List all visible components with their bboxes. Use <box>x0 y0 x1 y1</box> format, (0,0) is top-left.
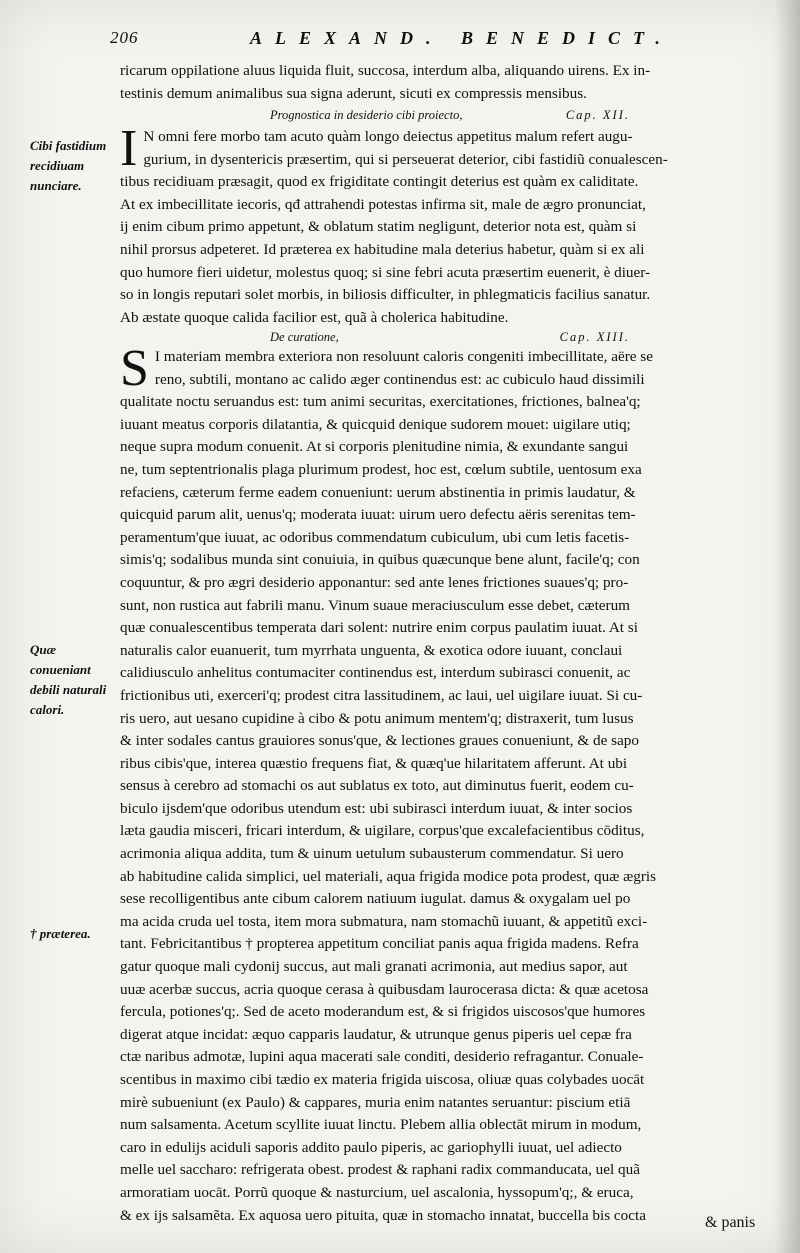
text-line: fercula, potiones'q;. Sed de aceto moderandum est, & si frigidos uiscosos'que humores <box>120 1003 646 1021</box>
text-line: N omni fere morbo tam acuto quàm longo deiectus appetitus malum refert augu- <box>143 128 633 145</box>
text-line: acrimonia aliqua addita, tum & uinum uetulum subausterum commendatur. Si uero <box>120 845 624 863</box>
text-line: gurium, in dysentericis præsertim, qui si perseuerat deterior, cibi fastidiũ conualescen- <box>143 150 668 168</box>
marginal-note-2: Quæ conueniant debili naturali calori. <box>30 642 107 717</box>
section-continuation <box>120 60 770 105</box>
text-lines <box>120 60 770 105</box>
text-line: I materiam membra exteriora non resoluunt caloris congeniti imbecillitate, aëre se <box>154 348 653 365</box>
text-line: num salsamenta. Acetum scyllite iuuat linctu. Plebem allia oblectāt mirum in modum, <box>120 1116 642 1134</box>
text-line: peramentum'que iuuat, ac odoribus commendatum cubiculum, ubi cum letis facetis- <box>120 528 630 546</box>
text-line: uuæ acerbæ succus, acria quoque cerasa à quibusdam laurocerasa dicta: & quæ acetosa <box>120 980 649 998</box>
text-line: quo humore fieri uidetur, molestus quoq; si sine febri acuta præsertim euenerit, è diuer- <box>120 263 651 281</box>
text-line: nihil prorsus adpeteret. Id præterea ex habitudine mala deterius habetur, quàm si ex ali <box>120 240 645 258</box>
chapter-number: Cap. XIII. <box>559 330 630 344</box>
text-line: caro in edulijs aciduli saporis addito paulo piperis, ac gariophylli iuuat, uel adiecto <box>120 1138 622 1156</box>
text-line: reno, subtili, montano ac calido æger continendus est: ac cubiculo haud dissimili <box>154 370 645 388</box>
text-line: melle uel saccharo: refrigerata obest. prodest & raphani radix commanducata, uel quã <box>120 1161 640 1179</box>
text-line: digerat atque incidat: æquo capparis laudatur, & utrunque genus piperis uel cepæ fra <box>120 1025 632 1043</box>
text-line: ris uero, aut uesano cupidine à cibo & potu animum mentem'q; distraxerit, tum lusus <box>120 709 634 727</box>
text-line: gatur quoque mali cydonij succus, aut mali granati acrimonia, aut medius sapor, aut <box>120 958 628 976</box>
text-line: quicquid parum alit, uenus'q; moderata iuuat: uirum uero defectu aëris serenitas tem- <box>120 506 636 524</box>
chapter-title: De curatione, <box>270 330 339 344</box>
text-line: ribus cibis'que, interea quæstio frequens fiat, & quæq'ue hilaritatem afferunt. At ubi <box>120 754 628 772</box>
text-line: so in longis reputari solet morbis, in biliosis difficulter, in phlegmaticis facilius sanatur. <box>120 286 651 304</box>
text-line: coquuntur, & pro ægri desiderio apponantur: sed ante lenes frictiones suaues'q; pro- <box>120 573 629 591</box>
text-line: ne, tum septentrionalis plaga plurimum prodest, hoc est, cœlum subtile, uentosum exa <box>120 460 642 478</box>
text-line: At ex imbecillitate iecoris, qđ attrahendi potestas infirma sit, male de ægro pronunciat, <box>120 195 646 213</box>
text-line: biculo ijsdem'que odoribus utendum est: ubi subirasci interdum iuuat, & inter socios <box>120 799 633 817</box>
text-line: qualitate noctu seruandus est: tum animi securitas, exercitationes, frictiones, balnea'q; <box>120 393 641 411</box>
text-line: mirè subueniunt (ex Paulo) & cappares, muria enim natantes seruantur: piscium etiā <box>120 1093 631 1111</box>
text-line: tibus recidiuam præsagit, quod ex frigiditate contingit deterius est quàm ex caliditate. <box>120 173 639 191</box>
text-line: ctæ naribus admotæ, lupini aqua macerati sale conditi, desiderio refragantur. Conuale- <box>120 1048 644 1066</box>
chapter-title: Prognostica in desiderio cibi proiecto, <box>270 108 463 122</box>
chapter-12-text <box>120 120 770 329</box>
chapter-number: Cap. XII. <box>565 108 630 122</box>
text-line: læta gaudia misceri, fricari interdum, & uigilare, corpus'que excalefacientibus cōditus, <box>120 822 645 840</box>
catchword: & panis <box>705 1214 756 1231</box>
text-line: & inter sodales cantus grauiores sonus'que, & lectiones graues conueniunt, & de sapo <box>120 732 639 750</box>
text-line: frictionibus uti, exerceri'q; prodest citra lassitudinem, ac laui, uel uigilare iuuat. Si cu- <box>120 686 643 704</box>
running-head: ALEXAND. BENEDICT. <box>250 28 673 48</box>
text-line: testinis demum animalibus sua signa aderunt, sicuti ex compressis mensibus. <box>120 84 587 102</box>
text-line: neque supra modum conuenit. At si corporis plenitudine nimia, & exundante sangui <box>120 438 629 456</box>
text-line: Ab æstate quoque calida facilior est, quã à cholerica habitudine. <box>120 308 509 326</box>
text-line: naturalis calor euanuerit, tum myrrhata unguenta, & exotica odore iuuant, conclaui <box>120 641 623 659</box>
text-line: iuuant meatus corporis dilatantia, & quicquid denique sudorem mouet: uigilare utiq; <box>120 415 631 433</box>
text-line: armoratiam uocāt. Porrũ quoque & nasturcium, uel ascalonia, hyssopum'q;, & eruca, <box>120 1183 634 1201</box>
text-line: ricarum oppilatione aluus liquida fluit, succosa, interdum alba, aliquando uirens. Ex in- <box>120 62 651 79</box>
drop-cap: S <box>120 340 149 397</box>
text-line: tant. Febricitantibus † propterea appetitum conciliat panis aqua frigida madens. Refra <box>120 935 639 953</box>
text-line: refaciens, cæterum ferme eadem conueniunt: uerum abstinentia in primis laudatur, & <box>120 483 636 501</box>
text-line: calidiusculo anhelitus contumaciter continendus est, interdum subirasci conuenit, ac <box>120 664 631 682</box>
text-line: & ex ijs salsamẽta. Ex aquosa uero pituita, quæ in stomacho innatat, buccella bis cocta <box>120 1206 646 1224</box>
page-edge-shadow <box>774 0 800 1253</box>
text-line: scentibus in maximo cibi tædio ex materia frigida uiscosa, oliuæ quas colybades uocāt <box>120 1071 645 1088</box>
text-line: simis'q; sodalibus munda sint conuiuia, in quibus quæcunque bene alunt, facile'q; con <box>120 551 640 569</box>
text-line: sensus à cerebro ad stomachi os aut sublatus ex toto, aut diminutus fuerit, eodem cu- <box>120 777 634 795</box>
text-line: quæ conualescentibus temperata dari solent: nutrire enim corpus paulatim iuuat. At si <box>120 619 638 637</box>
page-number: 206 <box>110 28 139 47</box>
text-line: sunt, non rustica aut fabrili manu. Vinum suaue meraciusculum esse debet, cæterum <box>120 596 630 614</box>
text-line: ma acida cruda uel tosta, item mora submatura, nam stomachũ iuuant, & appetitũ exci- <box>120 912 648 930</box>
text-line: ab habitudine calida simplici, uel materiali, aqua frigida modice pota prodest, quæ ægris <box>120 867 657 885</box>
text-lines <box>120 120 770 329</box>
text-lines <box>120 340 770 1227</box>
page-header <box>110 28 770 52</box>
drop-cap: I <box>120 120 138 177</box>
chapter-12-heading <box>270 108 630 126</box>
marginal-note-3: † præterea. <box>30 926 91 941</box>
text-line: ij enim cibum primo appetunt, & oblatum statim negligunt, deterior nota est, quàm si <box>120 218 637 236</box>
text-line: sese recolligentibus ante cibum calorem natiuum iugulat. damus & oxygalam uel po <box>120 890 631 908</box>
marginal-note-1: Cibi fastidium recidiuam nunciare. <box>30 138 107 193</box>
chapter-13-text <box>120 340 770 1227</box>
